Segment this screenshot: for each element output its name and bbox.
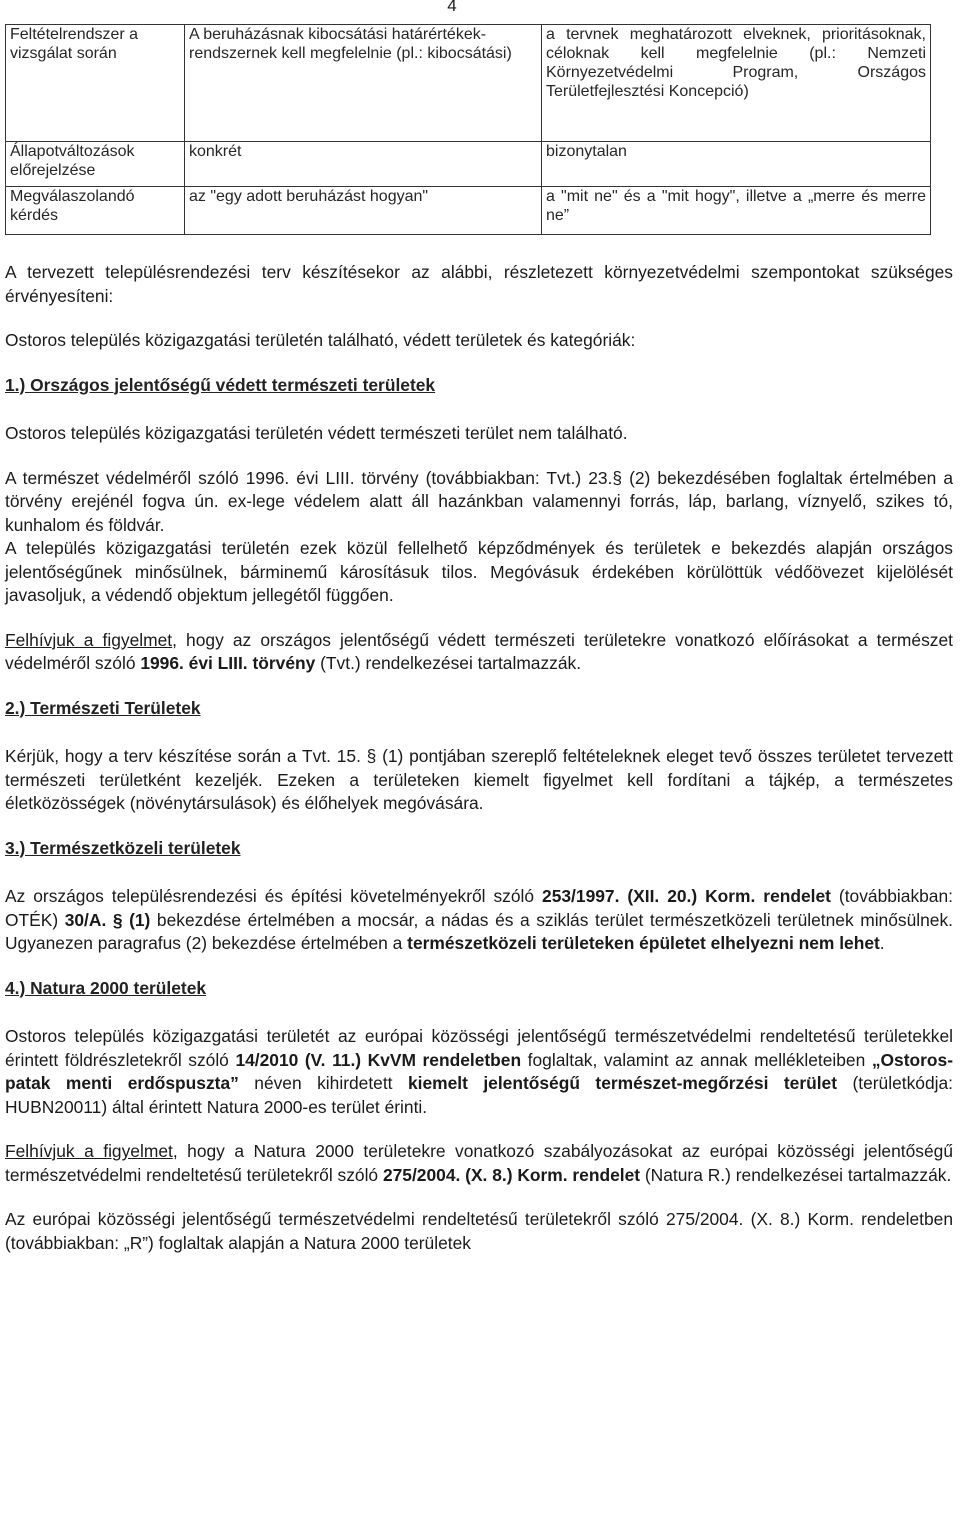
section-heading-2: 2.) Természeti Területek: [5, 697, 201, 718]
paragraph: A település közigazgatási területén ezek közül fellelhető képződmények és területek e bekezdés alapján országos jelentőségűnek minősülnek, bárminemű károsításuk tilos. Megóvásuk érdekében körülöttük védőövezet kijelölését javasoljuk, a védendő objektum jellegétől függően.: [5, 538, 953, 605]
intro-paragraph: A tervezett településrendezési terv készítésekor az alábbi, részletezett környezetvédelmi szempontokat szükséges érvényesíteni:: [5, 262, 953, 306]
table-row: [6, 25, 931, 142]
table-cell: Állapotváltozások előrejelzése: [6, 142, 185, 187]
table-row: [6, 187, 931, 235]
section-heading-1: 1.) Országos jelentőségű védett természeti területek: [5, 374, 436, 395]
table-cell: a "mit ne" és a "mit hogy", illetve a „merre és merre ne”: [542, 187, 931, 235]
table-cell: a tervnek meghatározott elveknek, prioritásoknak, céloknak kell megfelelnie (pl.: Nemzeti Környezetvédelmi Program, Országos Területfejlesztési Koncepció): [542, 25, 931, 142]
table-cell: konkrét: [185, 142, 542, 187]
table-cell: Megválaszolandó kérdés: [6, 187, 185, 235]
paragraph: A természet védelméről szóló 1996. évi LIII. törvény (továbbiakban: Tvt.) 23.§ (2) bekezdésében foglaltak értelmében a törvény erejénél fogva ún. ex-lege védelem alatt áll hazánkban valamennyi forrás, láp, barlang, víznyelő, szikes tó, kunhalom és földvár.: [5, 467, 953, 535]
table-cell: az "egy adott beruházást hogyan": [185, 187, 542, 235]
paragraph: Felhívjuk a figyelmet, hogy a Natura 2000 területekre vonatkozó szabályozásokat az európai közösségi jelentőségű természetvédelmi rendeltetésű területekről szóló 275/2004. (X. 8.) Korm. rendelet (Natura R.) rendelkezései tartalmazzák.: [5, 1141, 953, 1185]
section-heading-4: 4.) Natura 2000 területek: [5, 977, 207, 998]
paragraph: Az európai közösségi jelentőségű természetvédelmi rendeltetésű területekről szóló 275/2004. (X. 8.) Korm. rendeletben (továbbiakban: „R”) foglaltak alapján a Natura 2000 területek: [5, 1209, 953, 1253]
paragraph: Ostoros település közigazgatási területén védett természeti terület nem található.: [5, 423, 628, 443]
table-row: [6, 142, 931, 187]
protected-areas-intro: Ostoros település közigazgatási területén található, védett területek és kategóriák:: [5, 330, 636, 350]
document-body: [5, 261, 953, 1255]
section-heading-3: 3.) Természetközeli területek: [5, 837, 241, 858]
notice-label: Felhívjuk a figyelmet: [5, 629, 173, 650]
notice-label: Felhívjuk a figyelmet: [5, 1141, 173, 1161]
comparison-table: [5, 24, 931, 235]
paragraph: Kérjük, hogy a terv készítése során a Tvt. 15. § (1) pontjában szereplő feltételeknek eleget tevő összes területet tervezett természeti területként kezeljék. Ezeken a területeken kiemelt figyelmet kell fordítani a tájkép, a természetes életközösségek (növénytársulások) és élőhelyek megóvására.: [5, 746, 953, 813]
page-number: 4: [447, 0, 457, 15]
paragraph: Ostoros település közigazgatási területét az európai közösségi jelentőségű természetvédelmi rendeltetésű területekkel érintett földrészletekről szóló 14/2010 (V. 11.) KvVM rendeletben foglaltak, valamint az annak mellékleteiben „Ostoros-patak menti erdőspuszta” néven kihirdetett kiemelt jelentőségű természet-megőrzési terület (területkódja: HUBN20011) által érintett Natura 2000-es terület érinti.: [5, 1026, 953, 1117]
paragraph: Az országos településrendezési és építési követelményekről szóló 253/1997. (XII. 20.) Korm. rendelet (továbbiakban: OTÉK) 30/A. § (1) bekezdése értelmében a mocsár, a nádas és a sziklás terület természetközeli területnek minősülnek. Ugyanezen paragrafus (2) bekezdése értelmében a természetközeli területeken épületet elhelyezni nem lehet.: [5, 886, 954, 953]
table-cell: A beruházásnak kibocsátási határértékek-rendszernek kell megfelelnie (pl.: kibocsátási): [185, 25, 542, 142]
paragraph: Felhívjuk a figyelmet, hogy az országos jelentőségű védett természeti területekre vonatkozó előírásokat a természet védelméről szóló 1996. évi LIII. törvény (Tvt.) rendelkezései tartalmazzák.: [5, 629, 953, 673]
table-cell: Feltételrendszer a vizsgálat során: [6, 25, 185, 142]
table-cell: bizonytalan: [542, 142, 931, 187]
